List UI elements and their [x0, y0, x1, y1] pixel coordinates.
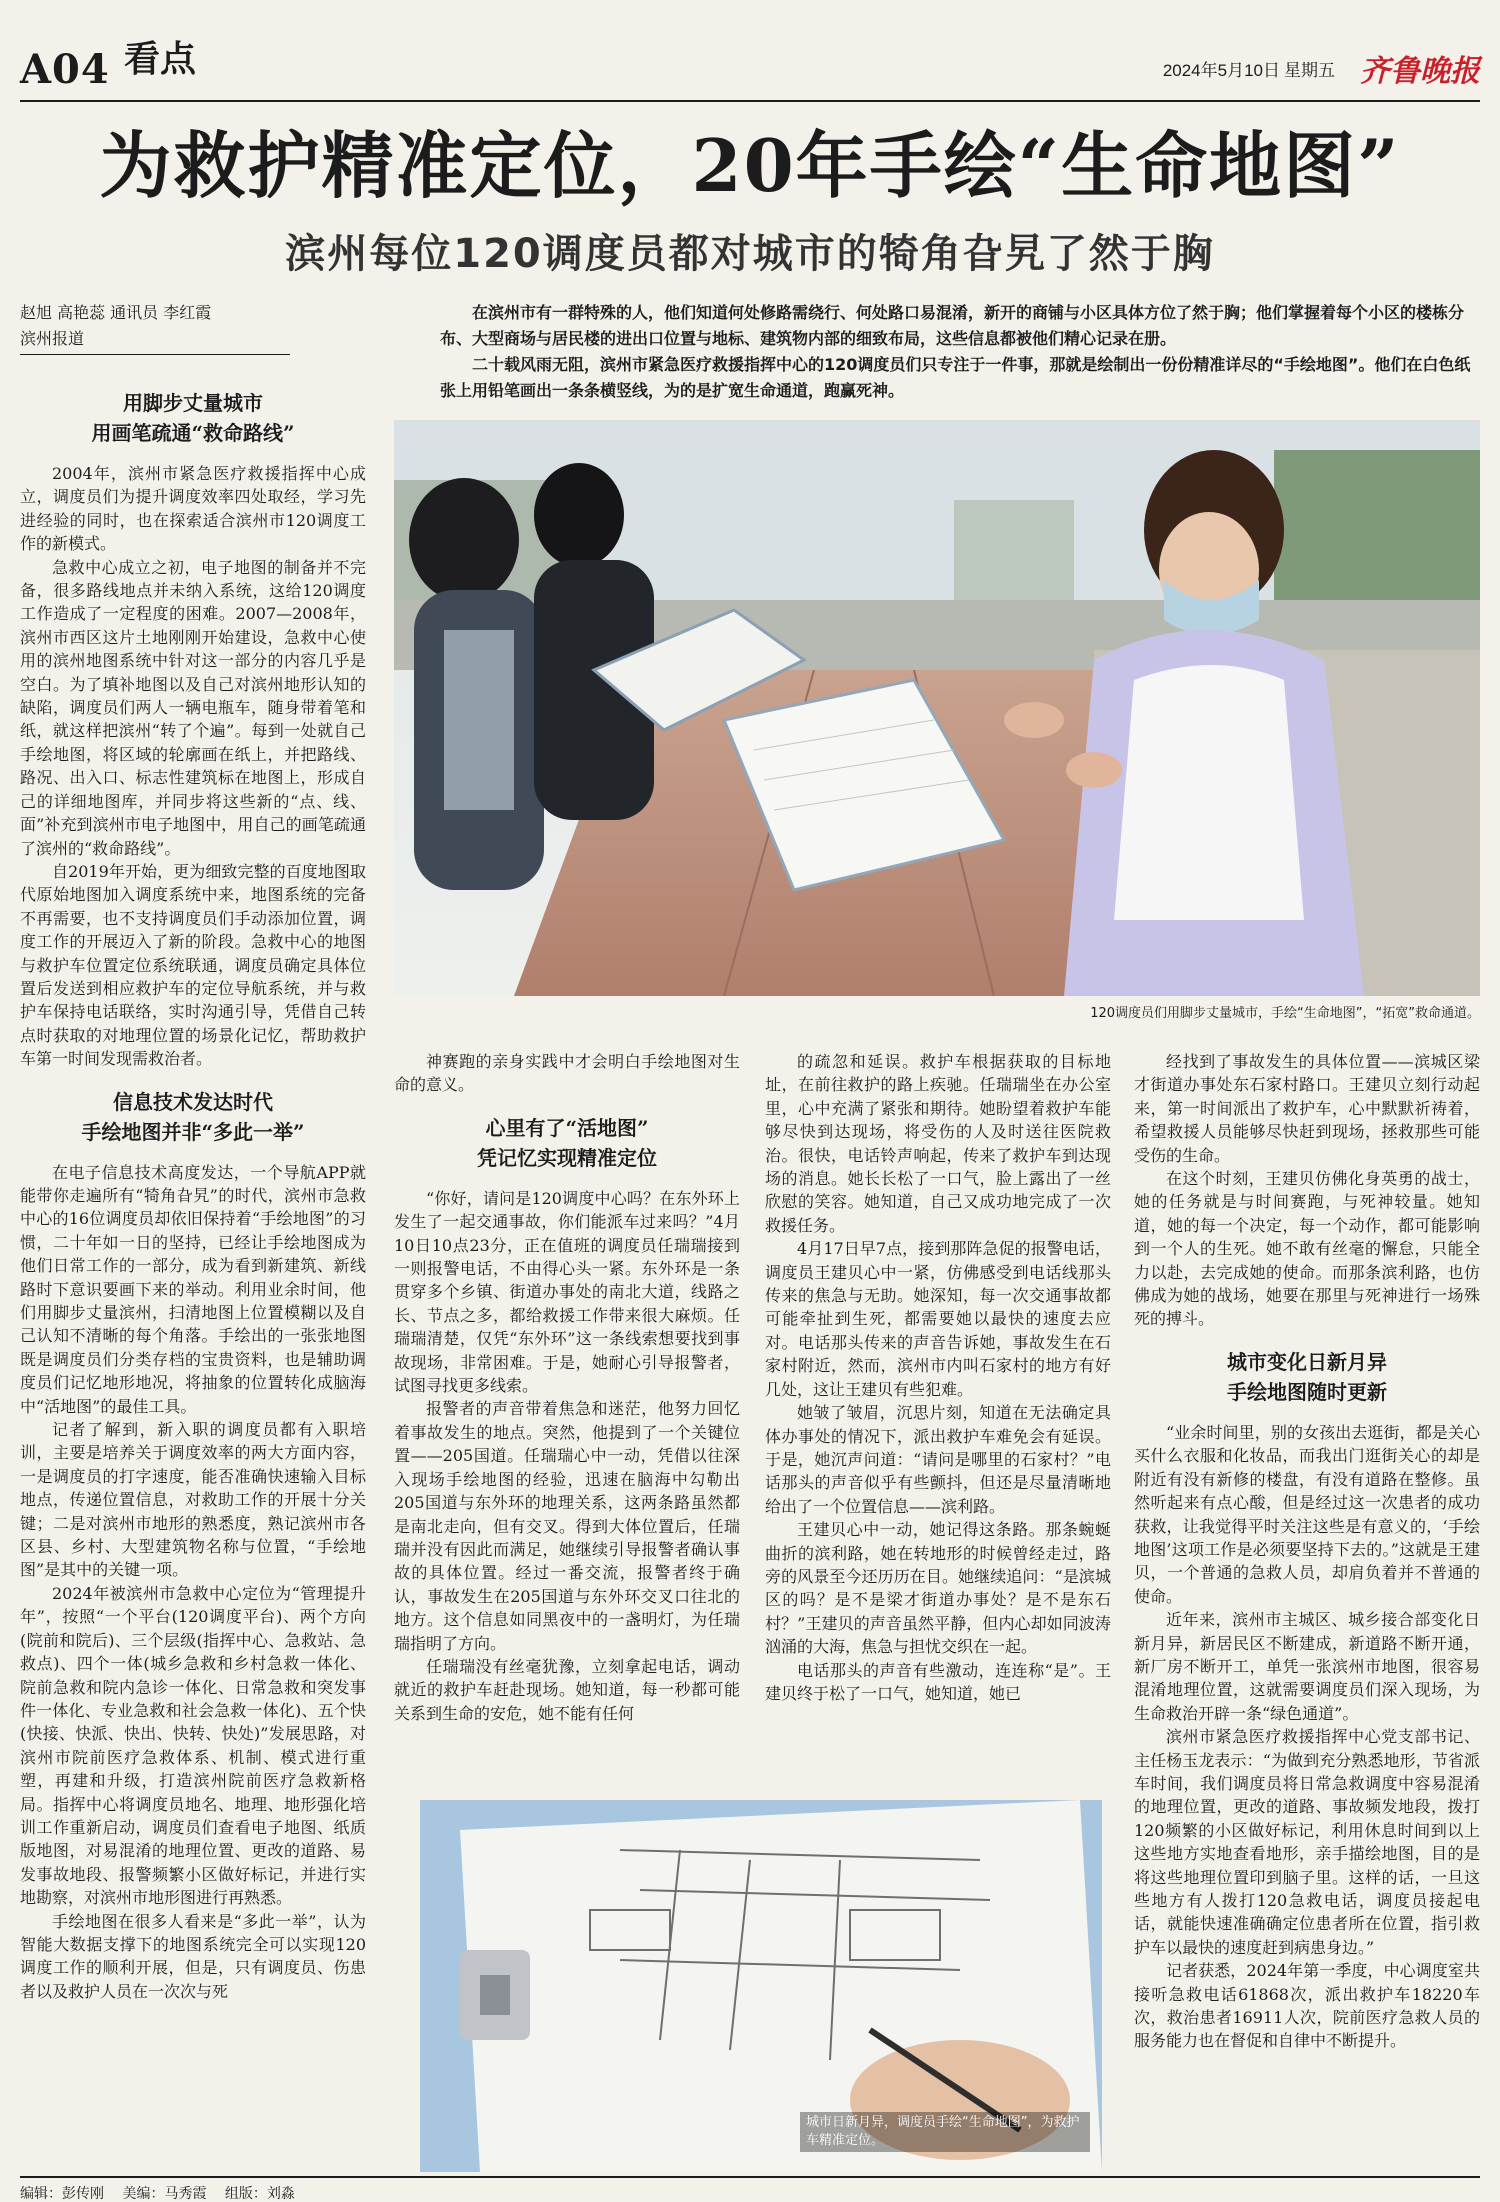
body-paragraph: 自2019年开始，更为细致完整的百度地图取代原始地图加入调度系统中来，地图系统的完备不再需要，也不支持调度员们手动添加位置，调度工作的开展迈入了新的阶段。急救中心的地图与救护车位置定位系统联通，调度员确定具体位置后发送到相应救护车的定位导航系统，并与救护车保持电话联络，实时沟通引导，凭借自己转点时获取的对地理位置的场景化记忆，帮助救护车第一时间发现需救治者。	[20, 861, 366, 1069]
body-paragraph: 任瑞瑞没有丝毫犹豫，立刻拿起电话，调动就近的救护车赶赴现场。她知道，每一秒都可能关系到生命的安危，她不能有任何	[394, 1656, 740, 1723]
body-paragraph: 2004年，滨州市紧急医疗救援指挥中心成立，调度员们为提升调度效率四处取经，学习先进经验的同时，也在探索适合滨州市120调度工作的新模式。	[20, 464, 366, 554]
footer-designer: 美编：马秀霞	[122, 2186, 207, 2202]
body-paragraph: 报警者的声音带着焦急和迷茫，他努力回忆着事故发生的地点。突然，他提到了一个关键位置——205国道。任瑞瑞心中一动，凭借以往深入现场手绘地图的经验，迅速在脑海中勾勒出205国道与东外环的地理关系，这两条路虽然都是南北走向，但有交叉。得到大体位置后，任瑞瑞并没有因此而满足，她继续引导报警者确认事故的具体位置。经过一番交流，报警者终于确认，事故发生在205国道与东外环交叉口往北的地方。这个信息如同黑夜中的一盏明灯，为任瑞瑞指明了方向。	[394, 1399, 740, 1653]
issue-weekday: 星期五	[1284, 61, 1335, 80]
article-column-1	[20, 388, 366, 2003]
section-heading	[20, 388, 366, 448]
body-paragraph: 手绘地图在很多人看来是“多此一举”，认为智能大数据支撑下的地图系统完全可以实现120调度工作的顺利开展，但是，只有调度员、伤患者以及救护人员在一次次与死	[20, 1911, 366, 2001]
main-photo	[394, 420, 1480, 996]
body-paragraph: 的疏忽和延误。救护车根据获取的目标地址，在前往救护的路上疾驰。任瑞瑞坐在办公室里，心中充满了紧张和期待。她盼望着救护车能够尽快到达现场，将受伤的人及时送往医院救治。很快，电话铃声响起，传来了救护车到达现场的消息。她长长松了一口气，脸上露出了一丝欣慰的笑容。她知道，自己又成功地完成了一次救援任务。	[765, 1052, 1111, 1235]
body-paragraph: “业余时间里，别的女孩出去逛街，都是关心买什么衣服和化妆品，而我出门逛街关心的却是附近有没有新修的楼盘，有没有道路在整修。虽然听起来有点心酸，但是经过这一次患者的成功获救，让我觉得平时关注这些是有意义的，‘手绘地图’这项工作是必须要坚持下去的。”这就是王建贝，一个普通的急救人员，却肩负着并不普通的使命。	[1134, 1422, 1480, 1606]
article-column-4	[1134, 1050, 1480, 2053]
section-heading-line: 城市变化日新月异	[1227, 1349, 1387, 1374]
byline-source-text: 滨州报道	[20, 329, 85, 348]
page-header	[20, 38, 1480, 98]
section-heading-line: 用画笔疏通“救命路线”	[91, 421, 295, 445]
section-heading-line: 用脚步丈量城市	[123, 391, 263, 415]
body-paragraph: 电话那头的声音有些激动，连连称“是”。王建贝终于松了一口气，她知道，她已	[765, 1660, 1111, 1703]
page-title: 为救护精准定位，20年手绘“生命地图”	[99, 123, 1401, 208]
paper-logo: 齐鲁晚报	[1360, 54, 1480, 89]
page-subtitle: 滨州每位120调度员都对城市的犄角旮旯了然于胸	[285, 231, 1215, 277]
body-paragraph: 神赛跑的亲身实践中才会明白手绘地图对生命的意义。	[394, 1052, 740, 1095]
body-paragraph: 在电子信息技术高度发达，一个导航APP就能带你走遍所有“犄角旮旯”的时代，滨州市急救中心的16位调度员却依旧保持着“手绘地图”的习惯，二十年如一日的坚持，已经让手绘地图成为他们日常工作的一部分，成为看到新建筑、新线路时下意识要画下来的举动。利用业余时间，他们用脚步丈量滨州，扫清地图上位置模糊以及自己认知不清晰的每个角落。手绘出的一张张地图既是调度员们分类存档的宝贵资料，也是辅助调度员们记忆地形地况，将抽象的位置转化成脑海中“活地图”的最佳工具。	[20, 1162, 366, 1416]
section-number: A04	[20, 46, 110, 93]
footer-proof: 组版：刘淼	[224, 2186, 295, 2202]
section-name: 看点	[124, 38, 197, 80]
section-heading-line: 手绘地图随时更新	[1227, 1379, 1387, 1404]
section-heading	[1134, 1347, 1480, 1407]
section-heading	[20, 1087, 366, 1147]
body-paragraph: 记者获悉，2024年第一季度，中心调度室共接听急救电话61868次，派出救护车18220车次，救治患者16911人次，院前医疗急救人员的服务能力也在督促和自律中不断提升。	[1134, 1961, 1480, 2051]
body-paragraph: 王建贝心中一动，她记得这条路。那条蜿蜒曲折的滨利路，她在转地形的时候曾经走过，路旁的风景至今还历历在目。她继续追问：“是滨城区的吗？是不是梁才街道办事处？是不是东石村？”王建贝的声音虽然平静，但内心却如同波涛汹涌的大海，焦急与担忧交织在一起。	[765, 1520, 1111, 1657]
body-paragraph: 2024年被滨州市急救中心定位为“管理提升年”，按照“一个平台(120调度平台)、两个方向(院前和院后)、三个层级(指挥中心、急救站、急救点)、四个一体(城乡急救和乡村急救一体化、院前急救和院内急诊一体化、日常急救和突发事件一体化、专业急救和社会急救一体化)、五个快(快接、快派、快出、快转、快处)”发展思路，对滨州市院前医疗急救体系、机制、模式进行重塑，再建和升级，打造滨州院前医疗急救新格局。指挥中心将调度员地名、地理、地形强化培训工作重新启动，调度员们查看电子地图、纸质版地图，对易混淆的地理位置、更改的道路、易发事故地段、报警频繁小区做好标记，并进行实地勘察，对滨州市地形图进行再熟悉。	[20, 1583, 366, 1908]
section-heading-line: 凭记忆实现精准定位	[477, 1145, 657, 1170]
main-photo-image	[394, 420, 1480, 996]
map-photo-caption: 城市日新月异，调度员手绘“生命地图”，为救护车精准定位。	[800, 2112, 1090, 2152]
body-paragraph: 经找到了事故发生的具体位置——滨城区梁才街道办事处东石家村路口。王建贝立刻行动起来，第一时间派出了救护车，心中默默祈祷着，希望救援人员能够尽快赶到现场，拯救那些可能受伤的生命。	[1134, 1052, 1480, 1165]
section-heading-line: 心里有了“活地图”	[485, 1115, 649, 1140]
article-column-2	[394, 1050, 740, 1725]
section-heading	[394, 1113, 740, 1173]
article-column-3	[765, 1050, 1111, 1705]
byline	[20, 300, 290, 355]
body-paragraph: 在这个时刻，王建贝仿佛化身英勇的战士，她的任务就是与时间赛跑，与死神较量。她知道，她的每一个决定，每一个动作，都可能影响到一个人的生死。她不敢有丝毫的懈怠，只能全力以赴，去完成她的使命。而那条滨利路，也仿佛成为她的战场，她要在那里与死神进行一场殊死的搏斗。	[1134, 1169, 1480, 1329]
issue-date: 2024年5月10日	[1162, 61, 1280, 80]
body-paragraph: 近年来，滨州市主城区、城乡接合部变化日新月异，新居民区不断建成，新道路不断开通，新厂房不断开工，单凭一张滨州市地图，很容易混淆地理位置，这就需要调度员们深入现场，为生命救治开辟一条“绿色通道”。	[1134, 1610, 1480, 1723]
byline-source	[20, 326, 290, 355]
main-photo-caption: 120调度员们用脚步丈量城市，手绘“生命地图”，“拓宽”救命通道。	[1090, 1006, 1480, 1021]
byline-authors: 赵旭 高艳蕊 通讯员 李红霞	[20, 303, 212, 322]
body-paragraph: 她皱了皱眉，沉思片刻，知道在无法确定具体办事处的情况下，派出救护车难免会有延误。于是，她沉声问道：“请问是哪里的石家村？”电话那头的声音似乎有些颤抖，但还是尽量清晰地给出了一个位置信息——滨利路。	[765, 1403, 1111, 1516]
footer-editor: 编辑：彭传刚	[20, 2186, 104, 2202]
section-heading-line: 信息技术发达时代	[113, 1089, 273, 1114]
body-paragraph: 4月17日早7点，接到那阵急促的报警电话，调度员王建贝心中一紧，仿佛感受到电话线那头传来的焦急与无助。她深知，每一次交通事故都可能牵扯到生死，都需要她以最快的速度去应对。电话那头传来的声音告诉她，事故发生在石家村附近，然而，滨州市内叫石家村的地方有好几处，这让王建贝有些犯难。	[765, 1239, 1111, 1399]
lead-paragraph: 在滨州市有一群特殊的人，他们知道何处修路需绕行、何处路口易混淆，新开的商铺与小区具体方位了然于胸；他们掌握着每个小区的楼栋分布、大型商场与居民楼的进出口位置与地标、建筑物内部的细致布局，这些信息都被他们精心记录在册。	[440, 303, 1465, 348]
page-footer	[20, 2176, 1480, 2202]
article-lead	[440, 300, 1480, 404]
body-paragraph: 记者了解到，新入职的调度员都有入职培训，主要是培养关于调度效率的两大方面内容，一是调度员的打字速度，能否准确快速输入目标地点，传递位置信息，对救助工作的开展十分关键；二是对滨州市地形的熟悉度，熟记滨州市各区县、乡村、大型建筑物名称与位置，“手绘地图”是其中的关键一项。	[20, 1420, 366, 1580]
body-paragraph: “你好，请问是120调度中心吗？在东外环上发生了一起交通事故，你们能派车过来吗？”4月10日10点23分，正在值班的调度员任瑞瑞接到一则报警电话，不由得心头一紧。东外环是一条贯穿多个乡镇、街道办事处的南北大道，线路之长、节点之多，都给救援工作带来很大麻烦。任瑞瑞清楚，仅凭“东外环”这一条线索想要找到事故现场，非常困难。于是，她耐心引导报警者，试图寻找更多线索。	[394, 1188, 740, 1396]
body-paragraph: 急救中心成立之初，电子地图的制备并不完备，很多路线地点并未纳入系统，这给120调度工作造成了一定程度的困难。2007—2008年，滨州市西区这片土地刚刚开始建设，急救中心使用的滨州地图系统中针对这一部分的内容几乎是空白。为了填补地图以及自己对滨州地形认知的缺陷，调度员们两人一辆电瓶车，随身带着笔和纸，就这样把滨州“转了个遍”。每到一处就自己手绘地图，将区域的轮廓画在纸上，并把路线、路况、出入口、标志性建筑标在地图上，形成自己的详细地图库，并同步将这些新的“点、线、面”补充到滨州市电子地图中，用自己的画笔疏通了滨州的“救命路线”。	[20, 557, 366, 858]
header-rule	[20, 100, 1480, 102]
body-paragraph: 滨州市紧急医疗救援指挥中心党支部书记、主任杨玉龙表示：“为做到充分熟悉地形，节省派车时间，我们调度员将日常急救调度中容易混淆的地理位置，更改的道路、事故频发地段，拨打120频繁的小区做好标记，利用休息时间到以上这些地方实地查看地形，亲手描绘地图，目的是将这些地理位置印到脑子里。这样的话，一旦这些地方有人拨打120急救电话，调度员接起电话，就能快速准确确定位患者所在位置，指引救护车以最快的速度赶到病患身边。”	[1134, 1727, 1480, 1957]
lead-paragraph: 二十载风雨无阻，滨州市紧急医疗救援指挥中心的120调度员们只专注于一件事，那就是绘制出一份份精准详尽的“手绘地图”。他们在白色纸张上用铅笔画出一条条横竖线，为的是扩宽生命通道，跑赢死神。	[440, 355, 1471, 400]
section-heading-line: 手绘地图并非“多此一举”	[81, 1119, 305, 1144]
